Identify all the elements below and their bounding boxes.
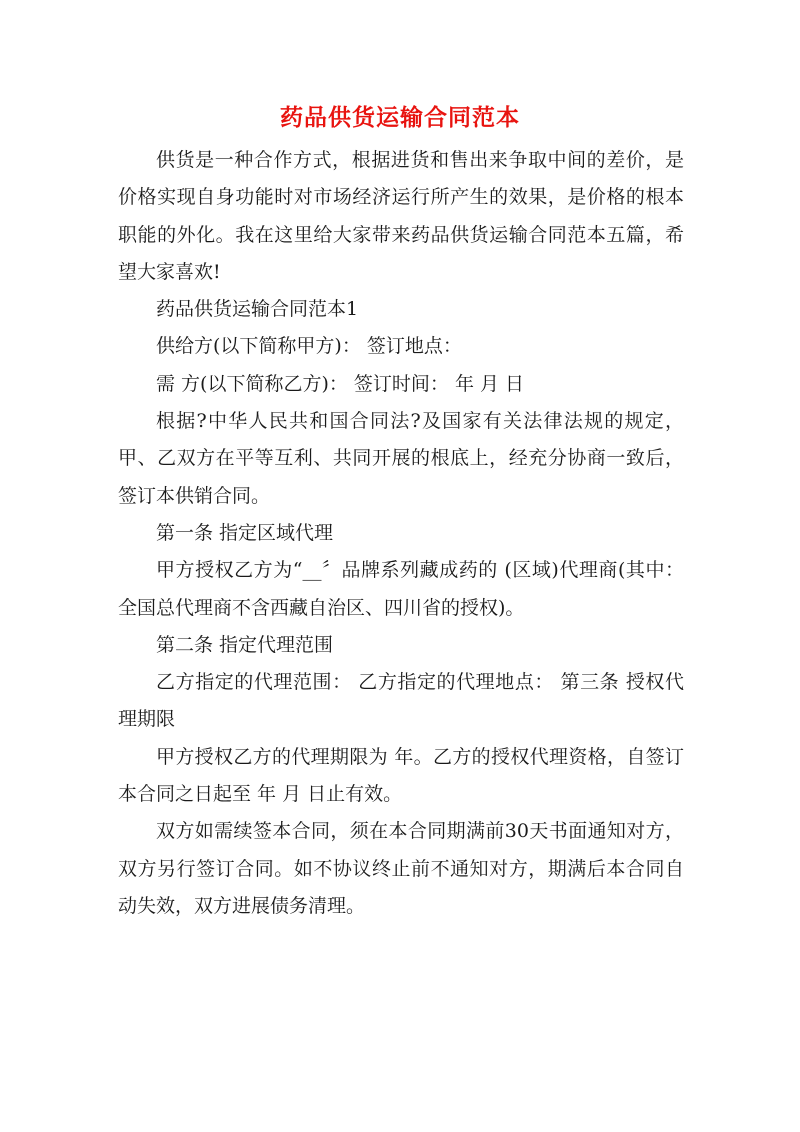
document-body	[118, 142, 684, 925]
contract-heading: 药品供货运输合同范本1	[156, 298, 359, 321]
document-title: 药品供货运输合同范本	[280, 104, 520, 131]
buyer-line: 需 方(以下简称乙方)： 签订时间： 年 月 日	[156, 372, 525, 395]
article-1-heading: 第一条 指定区域代理	[156, 521, 334, 544]
article-1-text: 甲方授权乙方为“__〞品牌系列藏成药的 (区域)代理商(其中：全国总代理商不含西藏自治区、四川省的授权)。	[118, 559, 684, 619]
supplier-line: 供给方(以下简称甲方)： 签订地点：	[156, 335, 462, 358]
article-2-heading: 第二条 指定代理范围	[156, 633, 334, 656]
renewal-paragraph: 双方如需续签本合同，须在本合同期满前30天书面通知对方，双方另行签订合同。如不协议终止前不通知对方，期满后本合同自动失效，双方进展债务清理。	[118, 820, 684, 917]
intro-paragraph: 供货是一种合作方式，根据进货和售出来争取中间的差价，是价格实现自身功能时对市场经济运行所产生的效果，是价格的根本职能的外化。我在这里给大家带来药品供货运输合同范本五篇，希望大家喜欢!	[118, 149, 684, 283]
article-2-text: 乙方指定的代理范围： 乙方指定的代理地点： 第三条 授权代理期限	[118, 671, 684, 731]
article-3-text: 甲方授权乙方的代理期限为 年。乙方的授权代理资格，自签订本合同之日起至 年 月 日止有效。	[118, 745, 684, 806]
legal-basis-paragraph: 根据?中华人民共和国合同法?及国家有关法律法规的规定，甲、乙双方在平等互利、共同开展的根底上，经充分协商一致后，签订本供销合同。	[118, 410, 684, 507]
